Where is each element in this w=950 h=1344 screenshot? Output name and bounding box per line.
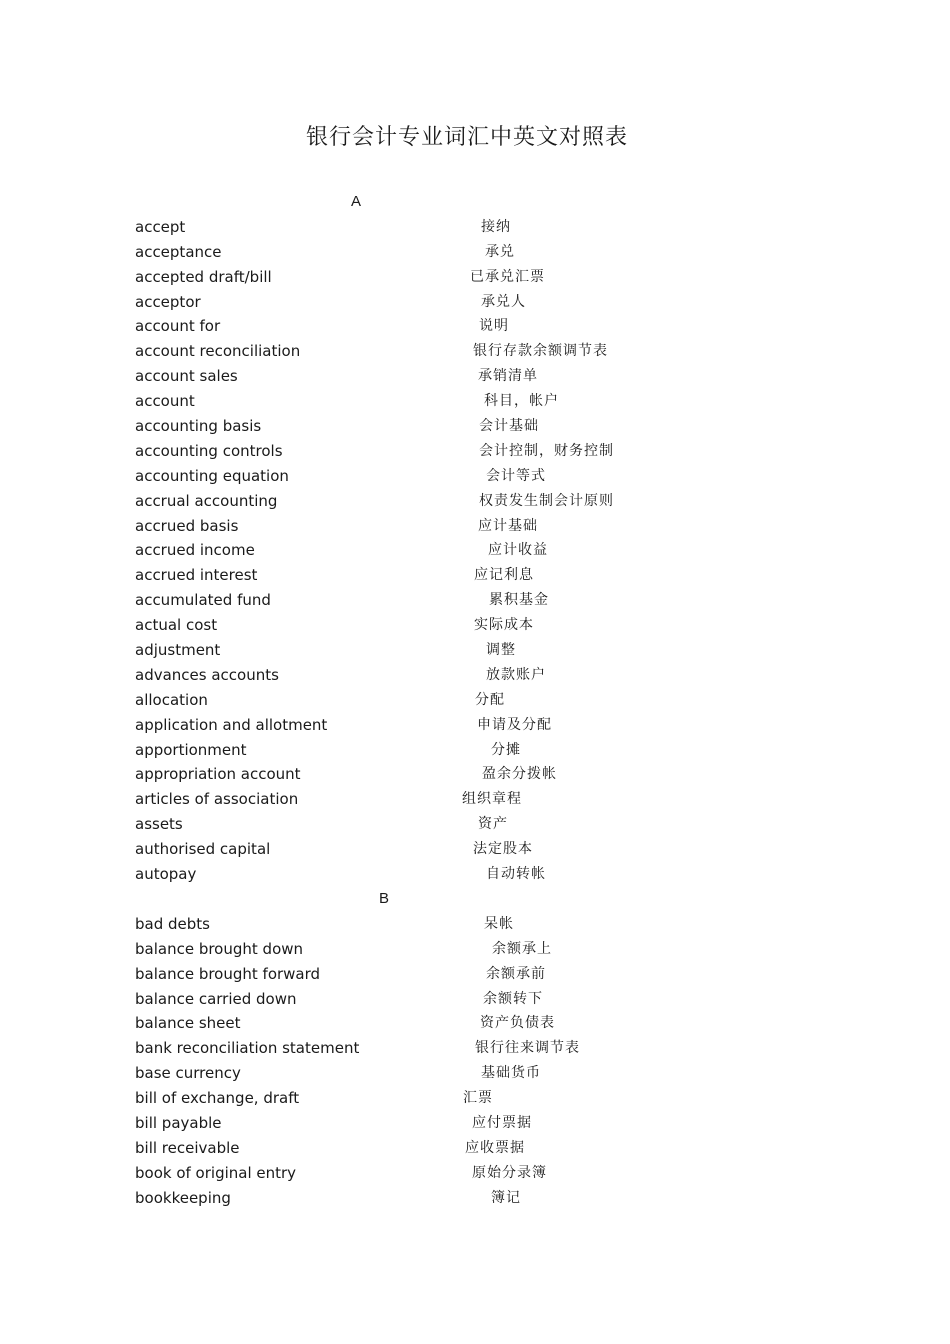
chinese-term: 接纳 [481,218,511,235]
english-term: accept [135,217,186,236]
glossary-entry [135,265,835,290]
chinese-term: 放款账户 [486,666,546,683]
chinese-term: 应计收益 [488,542,548,559]
english-term: balance carried down [135,989,297,1008]
glossary-entry [135,563,835,588]
english-term: account [135,392,195,411]
glossary-entry [135,1036,835,1061]
chinese-term: 承销清单 [478,368,538,385]
chinese-term: 分配 [475,691,505,708]
chinese-term: 资产 [478,816,508,833]
glossary-entry [135,1161,835,1186]
english-term: bookkeeping [135,1188,231,1207]
english-term: application and allotment [135,715,328,734]
glossary-entry [135,1061,835,1086]
english-term: accrued basis [135,516,239,535]
section-letter: A [351,193,362,210]
english-term: balance sheet [135,1014,241,1033]
english-term: book of original entry [135,1163,297,1182]
chinese-term: 申请及分配 [477,716,552,733]
english-term: articles of association [135,790,299,809]
chinese-term: 余额转下 [483,990,543,1007]
section-letter: B [379,889,390,907]
glossary-entry [135,762,835,787]
english-term: accrued income [135,541,255,560]
english-term: allocation [135,690,208,709]
glossary-entry [135,912,835,937]
chinese-term: 承兑人 [481,293,526,310]
chinese-term: 呆帐 [484,915,514,932]
chinese-term: 资产负债表 [480,1015,555,1032]
english-term: accrual accounting [135,491,278,510]
chinese-term: 基础货币 [481,1065,541,1082]
english-term: accounting equation [135,466,289,485]
chinese-term: 自动转帐 [486,866,546,883]
glossary-entry [135,862,835,887]
english-term: account sales [135,367,238,386]
english-term: account reconciliation [135,342,301,361]
glossary-entry [135,538,835,563]
glossary-entry [135,837,835,862]
glossary-entry [135,414,835,439]
english-term: accounting basis [135,417,262,436]
glossary-entry [135,663,835,688]
chinese-term: 银行存款余额调节表 [473,343,608,360]
chinese-term: 科目，帐户 [484,393,559,410]
glossary-entry [135,514,835,539]
chinese-term: 银行往来调节表 [475,1040,580,1057]
chinese-term: 会计基础 [479,418,539,435]
english-term: balance brought forward [135,964,321,983]
glossary-entry [135,738,835,763]
english-term: autopay [135,865,197,884]
glossary-entry [135,1086,835,1111]
glossary-entry [135,1136,835,1161]
chinese-term: 调整 [486,642,516,659]
glossary-entry [135,713,835,738]
chinese-term: 累积基金 [489,592,549,609]
english-term: apportionment [135,740,247,759]
english-term: adjustment [135,641,221,660]
chinese-term: 会计等式 [486,467,546,484]
chinese-term: 汇票 [463,1090,493,1107]
chinese-term: 原始分录簿 [472,1164,547,1181]
chinese-term: 权责发生制会计原则 [479,492,614,509]
section-header-a [135,190,835,215]
english-term: balance brought down [135,939,304,958]
glossary-entry [135,464,835,489]
glossary-entry [135,489,835,514]
english-term: acceptor [135,292,201,311]
english-term: accepted draft/bill [135,267,272,286]
chinese-term: 承兑 [485,243,515,260]
glossary-entry [135,987,835,1012]
english-term: accrued interest [135,566,258,585]
glossary-list [135,190,835,1211]
english-term: bill receivable [135,1138,240,1157]
glossary-entry [135,364,835,389]
chinese-term: 盈余分拨帐 [482,766,557,783]
english-term: bill payable [135,1113,222,1132]
english-term: bank reconciliation statement [135,1039,360,1058]
english-term: assets [135,815,183,834]
glossary-entry [135,688,835,713]
chinese-term: 应计基础 [478,517,538,534]
glossary-entry [135,962,835,987]
glossary-entry [135,613,835,638]
english-term: base currency [135,1064,241,1083]
chinese-term: 法定股本 [473,841,533,858]
glossary-entry [135,215,835,240]
english-term: advances accounts [135,665,279,684]
chinese-term: 应收票据 [465,1139,525,1156]
chinese-term: 组织章程 [462,791,522,808]
chinese-term: 应记利息 [474,567,534,584]
glossary-entry [135,812,835,837]
english-term: accumulated fund [135,591,271,610]
glossary-entry [135,339,835,364]
chinese-term: 说明 [479,318,509,335]
chinese-term: 实际成本 [474,617,534,634]
glossary-entry [135,290,835,315]
glossary-entry [135,638,835,663]
glossary-entry [135,1011,835,1036]
chinese-term: 簿记 [491,1189,521,1206]
english-term: actual cost [135,616,218,635]
glossary-entry [135,240,835,265]
english-term: accounting controls [135,441,283,460]
chinese-term: 余额承前 [486,965,546,982]
english-term: acceptance [135,242,222,261]
document-title: 银行会计专业词汇中英文对照表 [305,125,628,150]
glossary-entry [135,1111,835,1136]
section-header-b [135,887,835,912]
glossary-entry [135,314,835,339]
english-term: appropriation account [135,765,301,784]
chinese-term: 余额承上 [492,940,552,957]
glossary-entry [135,787,835,812]
chinese-term: 分摊 [491,741,521,758]
english-term: authorised capital [135,840,271,859]
glossary-entry [135,389,835,414]
english-term: bill of exchange, draft [135,1089,300,1108]
chinese-term: 应付票据 [472,1114,532,1131]
english-term: bad debts [135,914,210,933]
glossary-entry [135,588,835,613]
chinese-term: 会计控制，财务控制 [479,442,614,459]
english-term: account for [135,317,221,336]
glossary-entry [135,439,835,464]
glossary-entry [135,1186,835,1211]
glossary-entry [135,937,835,962]
chinese-term: 已承兑汇票 [470,268,545,285]
